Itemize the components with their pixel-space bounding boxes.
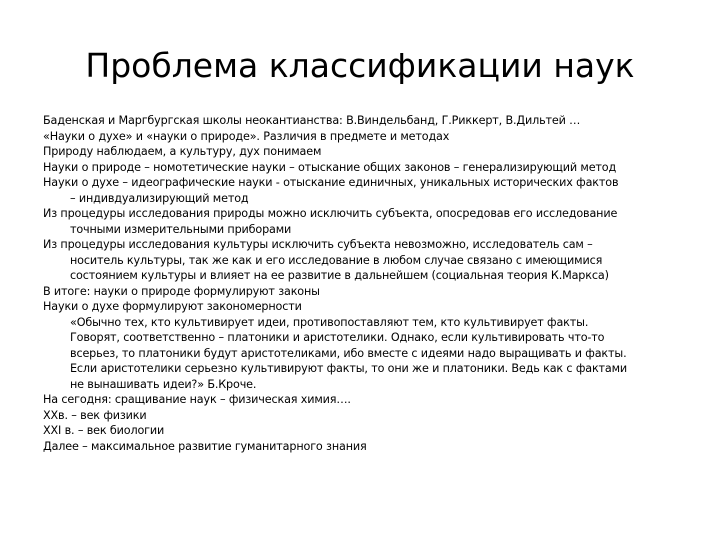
body-line: Науки о природе – номотетические науки – отыскание общих законов – генерализирующий метод [43, 160, 617, 174]
body-line: Далее – максимальное развитие гуманитарного знания [43, 439, 367, 453]
slide-title: Проблема классификации наук [85, 46, 635, 85]
slide-body [43, 113, 693, 454]
body-line: Науки о духе – идеографические науки - отыскание единичных, уникальных исторических фактов [43, 176, 619, 189]
quote-line: Если аристотелики серьезно культивируют факты, то они же и платоники. Ведь как с фактами [70, 362, 628, 375]
body-line: Науки о духе формулируют закономерности [43, 300, 302, 313]
body-line: В итоге: науки о природе формулируют законы [43, 284, 320, 298]
quote-line: «Обычно тех, кто культивирует идеи, противопоставляют тем, кто культивирует факты. [70, 315, 589, 329]
body-line: Природу наблюдаем, а культуру, дух понимаем [43, 145, 322, 158]
body-line: Из процедуры исследования природы можно исключить субъекта, опосредовав его исследование [43, 207, 618, 220]
body-line: «Науки о духе» и «науки о природе». Различия в предмете и методах [43, 129, 450, 143]
body-line-continuation: носитель культуры, так же как и его исследование в любом случае связано с имеющимися [70, 253, 603, 267]
quote-line: Говорят, соответственно – платоники и аристотелики. Однако, если культивировать что-то [70, 331, 605, 344]
body-line-continuation: – индивдуализирующий метод [70, 191, 249, 205]
body-line-continuation: точными измерительными приборами [70, 222, 292, 236]
quote-line: не вынашивать идеи?» Б.Кроче. [70, 377, 257, 391]
body-line: На сегодня: сращивание наук – физическая химия…. [43, 393, 351, 406]
quote-line: всерьез, то платоники будут аристотеликами, ибо вместе с идеями надо выращивать и факты. [70, 346, 627, 360]
body-line: Из процедуры исследования культуры исключить субъекта невозможно, исследователь сам – [43, 238, 593, 251]
body-line: XXв. – век физики [43, 408, 147, 422]
body-line: XXI в. – век биологии [43, 424, 165, 437]
body-line-continuation: состоянием культуры и влияет на ее развитие в дальнейшем (социальная теория К.Маркса) [70, 269, 609, 282]
body-line: Баденская и Маргбургская школы неокантианства: В.Виндельбанд, Г.Риккерт, В.Дильтей … [43, 114, 581, 127]
